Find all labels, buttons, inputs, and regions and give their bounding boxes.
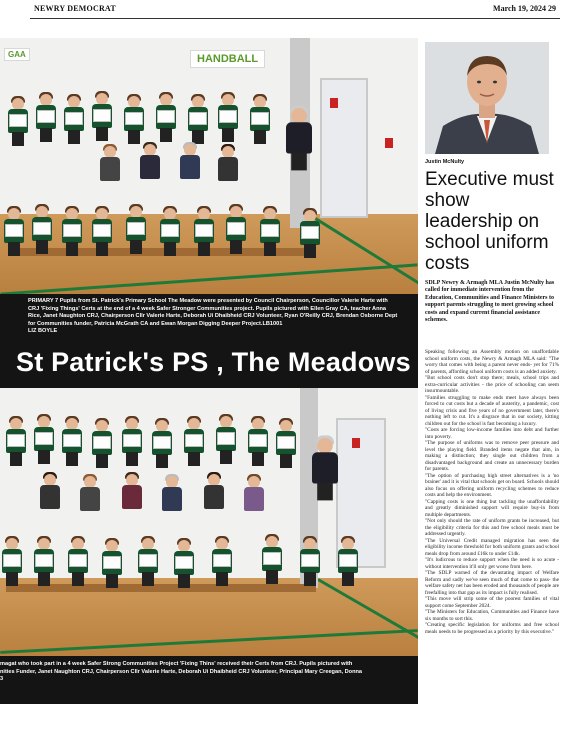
portrait-caption: Justin McNulty — [425, 159, 465, 165]
article-paragraph: "Families struggling to make ends meet have always been forced to cut costs but a decade of austerity, a pandemic, cost of living crisis and five years of no government later, there's nothing left to cut. It's a disgrace that in our society, kitting children out for the school is fast becoming a luxury. — [425, 394, 559, 427]
article-body — [425, 349, 559, 729]
gaa-logo-sign: GAA — [4, 48, 30, 61]
article-paragraph: "This move will strip some of the poorest families of vital support come September 2024. — [425, 596, 559, 609]
photo-credit: LIZ BOYLE — [28, 328, 58, 335]
handball-sign: HANDBALL — [190, 50, 265, 68]
school-banner: St Patrick's PS , The Meadows — [16, 347, 411, 377]
photo-1-caption-text: PRIMARY 7 Pupils from St. Patrick's Primary School The Meadow were presented by Council Chairperson, Councillor Valerie Harte with CRJ 'Fixing Things' Certs at the end of a 4 week Safer Stronger Communities project. Pupils pictured with Ellen Gray CA, teacher Anna Rice, Janet Naughton CRJ, Chairperson Cllr Valerie Harte, Deborah Ui Dhaibheid CRJ Volunteer, Ryan O'Reilly CRJ, Brendan Osborne Dept for Communities funder, Patricia McGrath CA and Ewan Morgan Digging Deeper Project.LB1001 — [28, 298, 398, 327]
article-paragraph: "The option of purchasing high street alternatives is a 'no brainer' and it is vital that schools get on board. Schools should also focus on offering uniform recycling schemes to reduce costs and help the environment. — [425, 472, 559, 498]
exit-sign — [330, 98, 338, 108]
photo-2-caption-line: nities Funder, Janet Naughton CRJ, Chairperson Cllr Valerie Harte, Deborah Ui Dhaibheid CRJ Volunteer, Principal Mary Creegan, Donna — [0, 668, 363, 675]
group-photo-2 — [0, 388, 418, 656]
photo-1-caption — [28, 298, 400, 336]
masthead-rule — [30, 18, 560, 19]
photo-2-caption — [0, 661, 414, 684]
article-paragraph: "The Ministers for Education, Communities and Finance have six months to sort this. — [425, 609, 559, 622]
article-paragraph: Speaking following an Assembly motion on unaffordable school uniform costs, the Newry & Armagh MLA said: "The worry that comes with being a parent never ends- yet for 71% of parents, affording school uniform costs is an added anxiety. — [425, 349, 559, 375]
bench — [6, 584, 316, 592]
masthead — [0, 0, 580, 24]
photo-2-caption-line: magat who took part in a 4 week Safer Strong Communities Project 'Fixing Thins' received their Certs from CRJ. Pupils pictured with — [0, 661, 353, 667]
article-paragraph: "The Universal Credit managed migration has seen the eligibility income threshold for both uniform grants and school meals drop from around £16k to under £14k. — [425, 537, 559, 557]
article-paragraph: "The purpose of uniforms was to remove peer pressure and level the playing field. Branded items negate that aim, in making a distinction; they single out children from a disadvantaged background and create an unnecessary burden for parents. — [425, 440, 559, 472]
article-paragraph: "It's ludicrous to reduce support when the need is so acute - without intervention it'll only get worse from here. — [425, 557, 559, 570]
date-page-number: March 19, 2024 29 — [493, 4, 556, 13]
portrait-photo — [425, 42, 549, 154]
article-paragraph: "The SDLP warned of the devastating impact of Welfare Reform and sadly we've seen much of that come to pass- the welfare safety net has been eroded and thousands of people are freefalling into that gap as its impact is fully realised. — [425, 570, 559, 596]
article-standfirst: SDLP Newry & Armagh MLA Justin McNulty has called for immediate intervention from the Education, Communities and Finance Ministers to support parents struggling to meet growing school costs and expand current financial assistance schemes. — [425, 280, 555, 324]
article-paragraph: "But school costs don't stop there; meals, school trips and extra-curricular activities - the price of schooling can seem insurmountable. — [425, 375, 559, 394]
portrait-illustration — [425, 42, 549, 154]
article-paragraph: "Capping costs is one thing but tackling the unaffordability and greatly diminished support will require buy-in from multiple departments. — [425, 498, 559, 518]
article-paragraph: "Costs are forcing low-income families into debt and further into poverty. — [425, 427, 559, 440]
article-paragraph: "Creating specific legislation for uniforms and free school meals needs to be progressed as a priority by this executive." — [425, 622, 559, 635]
photo-2-caption-line: 3 — [0, 676, 4, 683]
publication-name: NEWRY DEMOCRAT — [34, 4, 116, 13]
fire-alarm — [385, 138, 393, 148]
article-paragraph: "Not only should the rate of uniform grants be increased, but the eligibility criteria for this and free school meals must be addressed urgently. — [425, 518, 559, 537]
hall-door — [320, 78, 368, 218]
article-headline: Executive must show leadership on school uniform costs — [425, 169, 554, 274]
group-photo-1 — [0, 38, 418, 294]
exit-sign — [352, 438, 360, 448]
